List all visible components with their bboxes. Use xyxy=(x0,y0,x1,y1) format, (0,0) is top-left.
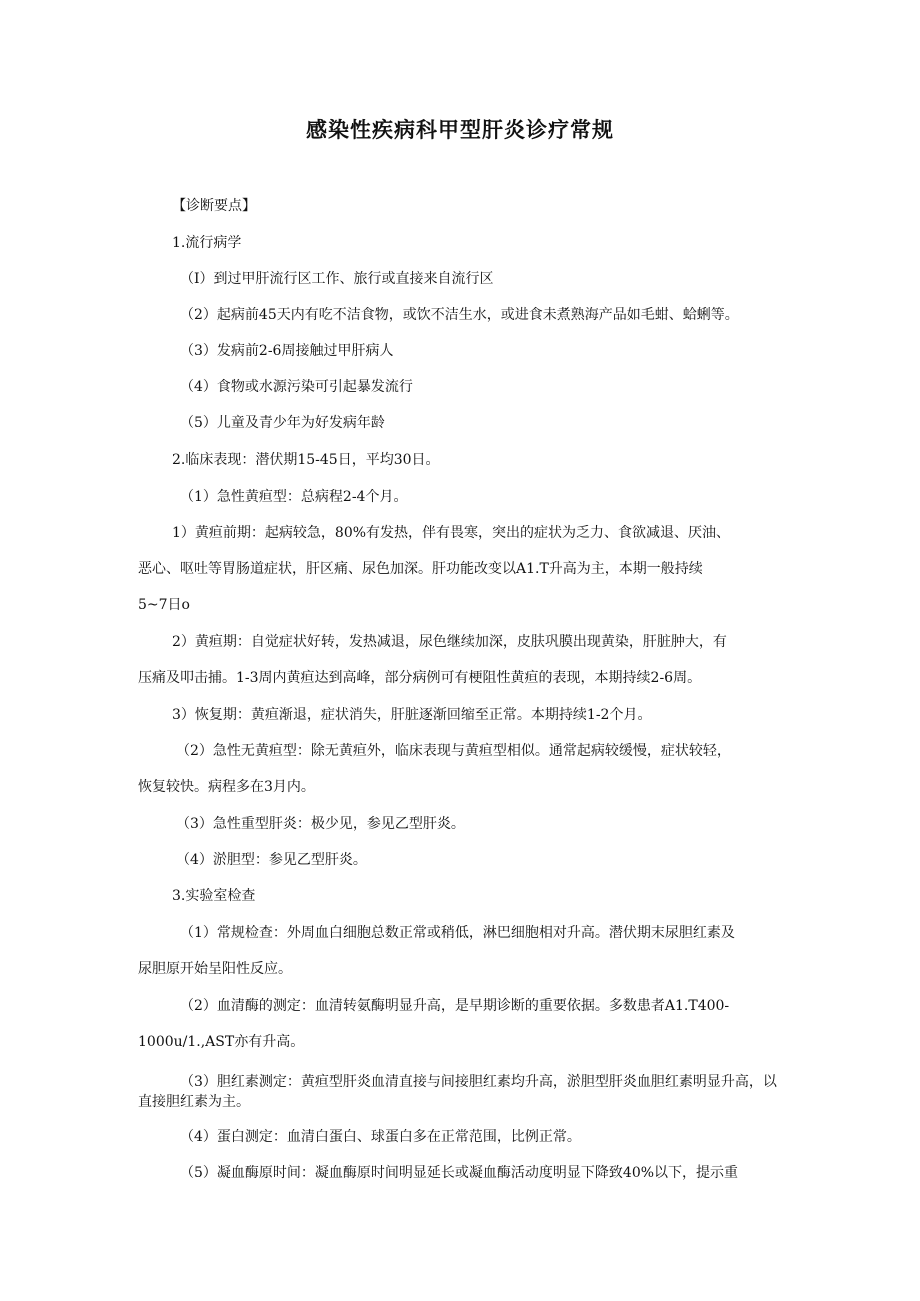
text-line: （2）血清酶的测定：血清转氨酶明显升高，是早期诊断的重要依据。多数患者A1.T400- xyxy=(180,998,730,1014)
text-line: （5）凝血酶原时间：凝血酶原时间明显延长或凝血酶活动度明显下降致40%以下，提示重 xyxy=(180,1165,739,1181)
text-line: （1）急性黄疸型：总病程2-4个月。 xyxy=(180,489,408,505)
section-epidemiology: 1.流行病学 xyxy=(172,235,242,251)
text-line: 压痛及叩击捕。1-3周内黄疸达到高峰，部分病例可有梗阻性黄疸的表现，本期持续2-6周。 xyxy=(138,670,702,686)
text-line: （4）食物或水源污染可引起暴发流行 xyxy=(180,379,413,395)
text-line: （5）儿童及青少年为好发病年龄 xyxy=(180,415,385,431)
text-line: （4）淤胆型：参见乙型肝炎。 xyxy=(176,852,367,868)
text-line: （3）急性重型肝炎：极少见，参见乙型肝炎。 xyxy=(176,816,465,832)
section-heading-diagnosis: 【诊断要点】 xyxy=(172,198,256,214)
text-line: （3）发病前2-6周接触过甲肝病人 xyxy=(180,343,394,359)
text-line: （I）到过甲肝流行区工作、旅行或直接来自流行区 xyxy=(180,271,494,287)
text-line: 5~7日o xyxy=(138,597,190,613)
text-line: 恶心、呕吐等胃肠道症状，肝区痛、尿色加深。肝功能改变以A1.T升高为主，本期一般持续 xyxy=(138,561,703,577)
section-lab: 3.实验室检查 xyxy=(172,888,256,904)
section-clinical: 2.临床表现：潜伏期15-45日，平均30日。 xyxy=(172,452,440,468)
text-line: 2）黄疸期：自觉症状好转，发热减退，尿色继续加深，皮肤巩膜出现黄染，肝脏肿大，有 xyxy=(172,634,727,650)
text-line: 3）恢复期：黄疸渐退，症状消失，肝脏逐渐回缩至正常。本期持续1-2个月。 xyxy=(172,707,652,723)
text-line: （2）急性无黄疸型：除无黄疸外，临床表现与黄疸型相似。通常起病较缓慢，症状较轻， xyxy=(176,743,731,759)
paragraph-bilirubin: （3）胆红素测定：黄疸型肝炎血清直接与间接胆红素均升高，淤胆型肝炎血胆红素明显升高，以直接胆红素为主。 xyxy=(138,1074,777,1110)
text-line: （2）起病前45天内有吃不洁食物，或饮不洁生水，或进食未煮熟海产品如毛蚶、蛤蜊等。 xyxy=(180,307,739,323)
text-line: 恢复较快。病程多在3月内。 xyxy=(138,779,315,795)
text-line: 1）黄疸前期：起病较急，80%有发热，伴有畏寒，突出的症状为乏力、食欲减退、厌油、 xyxy=(172,525,731,541)
text-line: 1000u/1.,AST亦有升高。 xyxy=(138,1034,305,1050)
document-title: 感染性疾病科甲型肝炎诊疗常规 xyxy=(306,118,614,142)
text-line: 尿胆原开始呈阳性反应。 xyxy=(138,961,292,977)
text-line: （1）常规检查：外周血白细胞总数正常或稍低，淋巴细胞相对升高。潜伏期末尿胆红素及 xyxy=(180,925,735,941)
text-line: （4）蛋白测定：血清白蛋白、球蛋白多在正常范围，比例正常。 xyxy=(180,1129,581,1145)
